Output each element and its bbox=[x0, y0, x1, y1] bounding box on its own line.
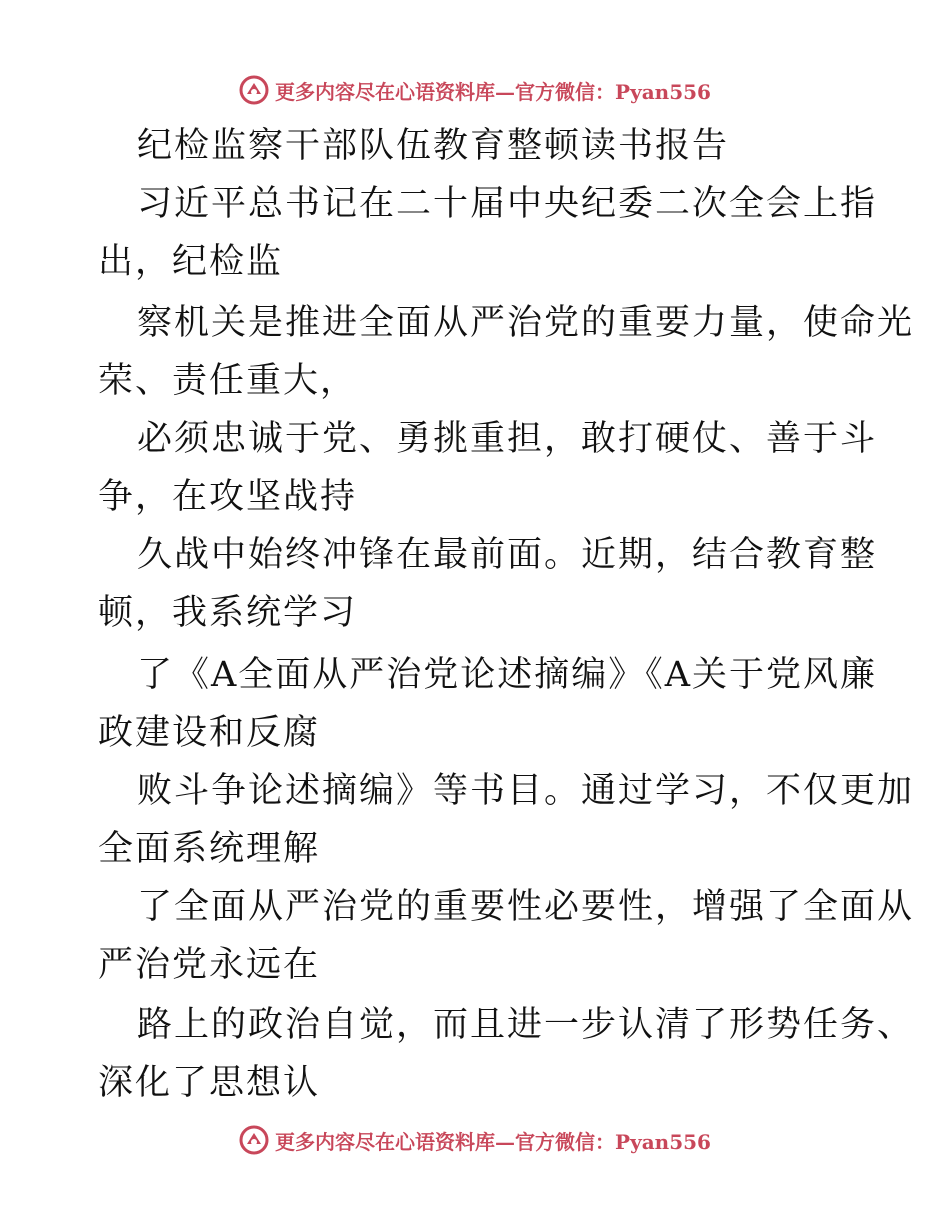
text-line: 深化了思想认 bbox=[98, 1063, 321, 1103]
text-line: 必须忠诚于党、勇挑重担，敢打硬仗、善于斗 bbox=[137, 419, 878, 459]
text-line: 争，在攻坚战持 bbox=[98, 477, 358, 517]
text-line: 路上的政治自觉，而且进一步认清了形势任务、 bbox=[137, 1005, 915, 1045]
text-line: 严治党永远在 bbox=[98, 945, 321, 985]
text-line: 顿，我系统学习 bbox=[98, 593, 358, 633]
text-line: 了《A全面从严治党论述摘编》《A关于党风廉 bbox=[137, 655, 878, 695]
text-line: 荣、责任重大， bbox=[98, 361, 358, 401]
footer-banner bbox=[0, 1122, 950, 1158]
text-line: 出，纪检监 bbox=[98, 242, 284, 282]
header-banner bbox=[0, 72, 950, 108]
text-line: 败斗争论述摘编》等书目。通过学习，不仅更加 bbox=[137, 771, 915, 811]
text-line: 了全面从严治党的重要性必要性，增强了全面从 bbox=[137, 887, 915, 927]
document-title: 纪检监察干部队伍教育整顿读书报告 bbox=[137, 126, 730, 166]
text-line: 习近平总书记在二十届中央纪委二次全会上指 bbox=[137, 184, 878, 224]
header-banner-text: 更多内容尽在心语资料库—官方微信：Pyan556 bbox=[275, 79, 711, 104]
text-line: 全面系统理解 bbox=[98, 829, 321, 869]
footer-banner-text: 更多内容尽在心语资料库—官方微信：Pyan556 bbox=[275, 1129, 711, 1154]
brand-logo-icon bbox=[239, 1125, 269, 1155]
text-line: 政建设和反腐 bbox=[98, 713, 321, 753]
brand-logo-icon bbox=[239, 75, 269, 105]
text-line: 久战中始终冲锋在最前面。近期，结合教育整 bbox=[137, 535, 878, 575]
text-line: 察机关是推进全面从严治党的重要力量，使命光 bbox=[137, 303, 915, 343]
